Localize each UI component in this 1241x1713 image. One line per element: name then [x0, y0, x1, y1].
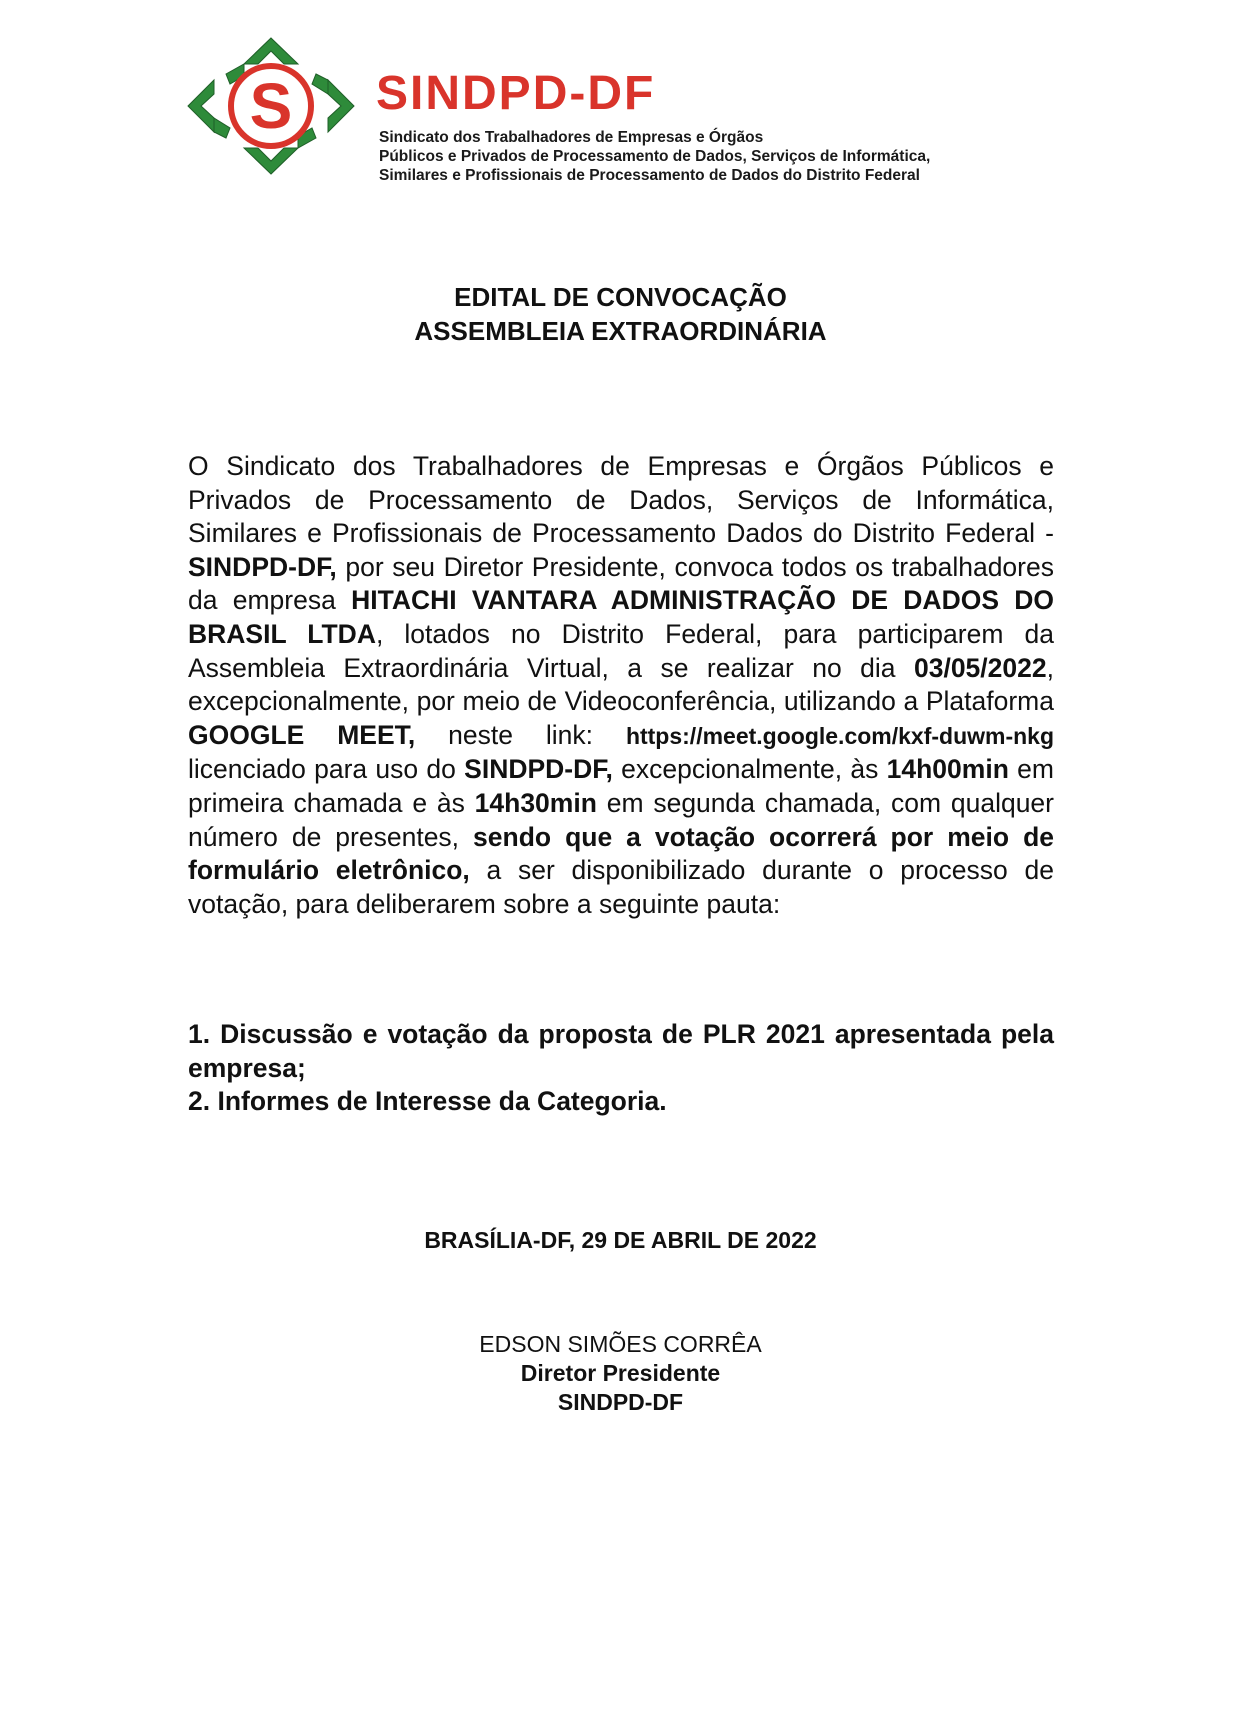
- bold-run: SINDPD-DF,: [464, 754, 613, 785]
- text-run: em primeira chamada e às: [188, 754, 1054, 818]
- text-run: a ser disponibilizado durante o processo de votação, para deliberarem sobre a seguinte pauta:: [188, 855, 1054, 919]
- signer-role: Diretor Presidente: [520, 1360, 721, 1386]
- org-full-name: [379, 128, 930, 185]
- sindpd-logo-icon: [186, 36, 356, 176]
- org-name: SINDPD-DF: [376, 67, 656, 120]
- second-call-time: 14h30min: [474, 787, 597, 818]
- convocation-paragraph: [188, 450, 1054, 921]
- letterhead: [186, 36, 1186, 186]
- text-run: licenciado para uso do: [188, 754, 465, 785]
- agenda-item: 1. Discussão e votação da proposta de PLR 2021 apresentada pela empresa;: [188, 1019, 1054, 1083]
- meeting-link[interactable]: https://meet.google.com/kxf-duwm-nkg: [625, 722, 1055, 749]
- agenda-list: [188, 1018, 1054, 1119]
- title-line: ASSEMBLEIA EXTRAORDINÁRIA: [414, 316, 827, 346]
- text-run: em segunda chamada, com qualquer número de presentes,: [188, 787, 1054, 852]
- bold-run: SINDPD-DF,: [188, 551, 337, 582]
- text-run: O Sindicato dos Trabalhadores de Empresas e Órgãos Públicos e Privados de Processamento de Dados, Serviços de Informática, Similares e Profissionais de Processamento Dados do Distrito Federal -: [188, 451, 1054, 549]
- first-call-time: 14h00min: [886, 754, 1009, 785]
- text-run: excepcionalmente, às: [612, 754, 887, 785]
- meeting-date: 03/05/2022: [913, 652, 1047, 683]
- text-run: neste link:: [415, 719, 626, 750]
- text-run: , excepcionalmente, por meio de Videoconferência, utilizando a Plataforma: [188, 652, 1054, 717]
- platform-name: GOOGLE MEET,: [188, 719, 416, 750]
- text-run: , lotados no Distrito Federal, para participarem da Assembleia Extraordinária Virtual, a se realizar no dia: [188, 618, 1054, 683]
- company-name: HITACHI VANTARA ADMINISTRAÇÃO DE DADOS DO BRASIL LTDA: [188, 585, 1054, 649]
- signer-org: SINDPD-DF: [557, 1389, 684, 1415]
- text-run: por seu Diretor Presidente, convoca todos os trabalhadores da empresa: [188, 551, 1054, 616]
- signature-block: [0, 1330, 1241, 1417]
- org-full-line: Similares e Profissionais de Processamento de Dados do Distrito Federal: [379, 167, 920, 184]
- signer-name: EDSON SIMÕES CORRÊA: [479, 1331, 762, 1357]
- bold-run: sendo que a votação ocorrerá por meio de formulário eletrônico,: [188, 821, 1055, 886]
- org-full-line: Públicos e Privados de Processamento de Dados, Serviços de Informática,: [379, 148, 931, 165]
- logo-letter: S: [249, 70, 293, 142]
- org-full-line: Sindicato dos Trabalhadores de Empresas e Órgãos: [379, 129, 764, 146]
- document-title: [0, 280, 1241, 348]
- title-line: EDITAL DE CONVOCAÇÃO: [454, 282, 787, 312]
- agenda-item: 2. Informes de Interesse da Categoria.: [188, 1086, 667, 1117]
- place-and-date: BRASÍLIA-DF, 29 DE ABRIL DE 2022: [424, 1227, 817, 1253]
